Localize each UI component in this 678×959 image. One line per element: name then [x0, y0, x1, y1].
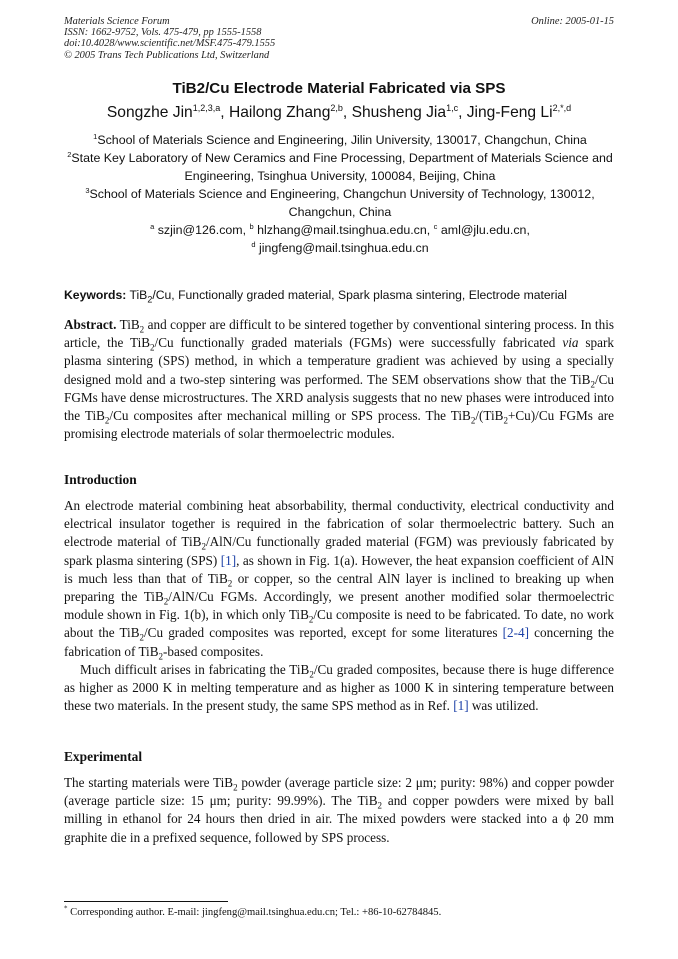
footnote-divider — [64, 901, 228, 902]
reference-link[interactable]: [1] — [453, 698, 469, 714]
section-heading-introduction: Introduction — [64, 472, 137, 487]
keywords-label: Keywords: — [64, 288, 127, 302]
reference-link[interactable]: [2-4] — [502, 625, 530, 641]
email-link[interactable]: aml@jlu.edu.cn — [440, 223, 527, 237]
author-name: Jing-Feng Li — [466, 104, 553, 121]
paragraph: The starting materials were TiB$_2$ powder (average particle size: 2 μm; purity: 98%) and copper powder (average particle size: 15 μm; purity: 99.99%). The TiB$_2$ and copper powders were mixed by ball milling in ethanol for 24 hours then dried in air. The mixed powders were stacked into a ϕ 20 mm graphite die in a prefixed sequence, followed by SPS process. — [64, 775, 614, 845]
abstract-text: TiB$_2$ and copper are difficult to be sintered together by conventional sintering process. In this article, the TiB$_2$/Cu functionally graded materials (FGMs) were successfully fabricated via spark plasma sintering (SPS) method, in which a temperature gradient was achieved by using a specially designed mold and a two-step sintering was performed. The SEM observations show that the TiB$_2$/Cu FGMs have dense microstructures. The XRD analysis suggests that no new phases were introduced into the TiB$_2$/Cu composites after mechanical milling or SPS process. The TiB$_2$/(TiB$_2$+Cu)/Cu FGMs are promising electrode materials of solar thermoelectric modules. — [64, 317, 614, 442]
author-affiliation-mark: 2,*,d — [552, 102, 572, 113]
experimental-body — [64, 774, 614, 847]
keywords — [64, 288, 616, 305]
author-name: Songzhe Jin — [106, 104, 193, 121]
doi-line: doi:10.4028/www.scientific.net/MSF.475-479.1555 — [64, 38, 276, 50]
author-affiliation-mark: 1,2,3,a — [192, 102, 221, 113]
reference-link[interactable]: [1] — [220, 552, 237, 568]
section-heading-experimental: Experimental — [64, 749, 143, 764]
affiliation: $^3$School of Materials Science and Engineering, Changchun University of Technology, 130012, Changchun, China — [85, 185, 595, 219]
affiliations — [64, 131, 616, 257]
paper-title: TiB2/Cu Electrode Material Fabricated via SPS — [172, 80, 506, 97]
email-list: $^a$ szjin@126.com, $^b$ hlzhang@mail.tsinghua.edu.cn, $^c$ aml@jlu.edu.cn, — [150, 221, 530, 237]
issn-line: ISSN: 1662-9752, Vols. 475-479, pp 1555-1558 — [64, 27, 262, 39]
author-list: Songzhe Jin$^{1,2,3,a}$, Hailong Zhang$^{2,b}$, Shusheng Jia$^{1,c}$, Jing-Feng $Li^{2,*,d}$ — [106, 102, 572, 121]
paragraph: Much difficult arises in fabricating the TiB$_2$/Cu graded composites, because there is huge difference as higher as 2000 K in melting temperature and as higher as 1000 K in sintering temperature between these two materials. In the present study, the same SPS method as in Ref. [1] was utilized. — [64, 661, 614, 714]
author-affiliation-mark: 1,c — [446, 102, 459, 113]
email-list: $^d$ jingfeng@mail.tsinghua.edu.cn — [251, 239, 429, 255]
keywords-text: TiB$_2$/Cu, Functionally graded material, Spark plasma sintering, Electrode material — [129, 288, 567, 305]
email-link[interactable]: jingfeng@mail.tsinghua.edu.cn — [258, 241, 429, 255]
abstract-label: Abstract. — [64, 317, 117, 332]
publication-info — [64, 16, 464, 61]
email-link[interactable]: hlzhang@mail.tsinghua.edu.cn — [257, 223, 427, 237]
journal-name: Materials Science Forum — [64, 16, 170, 27]
abstract — [64, 316, 614, 443]
author-affiliation-mark: 2,b — [330, 102, 343, 113]
introduction-body — [64, 497, 614, 715]
author-name: Shusheng Jia — [351, 104, 447, 121]
footnote: * Corresponding author. E-mail: jingfeng@mail.tsinghua.edu.cn; Tel.: +86-10-62784845. — [64, 904, 442, 918]
email-link[interactable]: szjin@126.com — [157, 223, 243, 237]
online-date: Online: 2005-01-15 — [531, 16, 614, 27]
affiliation: $^2$State Key Laboratory of New Ceramics and Fine Processing, Department of Materials Science and Engineering, Tsinghua University, 100084, Beijing, China — [67, 149, 613, 183]
affiliation: $^1$School of Materials Science and Engineering, Jilin University, 130017, Changchun, China — [93, 131, 587, 147]
author-name: Hailong Zhang — [228, 104, 331, 121]
paragraph: An electrode material combining heat absorbability, thermal conductivity, electrical conductivity and electrical insulator together is required in the fabrication of solar thermoelectric battery. Such an electrode material of TiB$_2$/AlN/Cu functionally graded material (FGM) was previously fabricated by spark plasma sintering (SPS) [1], as shown in Fig. 1(a). However, the heat expansion coefficient of AlN is much less than that of TiB$_2$ or copper, so the central AlN layer is inclined to breaking up when preparing the TiB$_2$/AlN/Cu FGMs. Accordingly, we present another modified solar thermoelectric module shown in Fig. 1(b), in which only TiB$_2$/Cu composite is need to be fabricated. To date, no work about the TiB$_2$/Cu graded composites was reported, except for some literatures [2-4] concerning the fabrication of TiB$_2$-based composites. — [64, 498, 615, 662]
copyright-line: © 2005 Trans Tech Publications Ltd, Switzerland — [64, 49, 270, 61]
